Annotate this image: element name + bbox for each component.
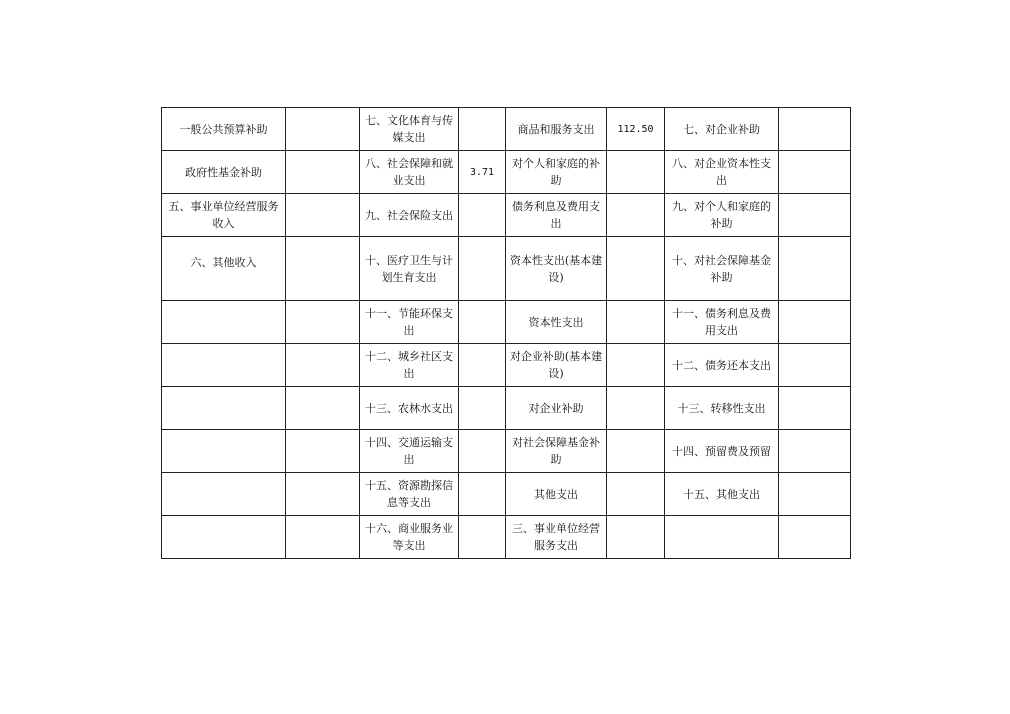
function-category-cell: 七、文化体育与传媒支出 xyxy=(360,108,459,151)
gov-economic-amount-cell xyxy=(779,108,851,151)
function-category-cell: 八、社会保障和就业支出 xyxy=(360,151,459,194)
gov-economic-category-cell: 八、对企业资本性支出 xyxy=(665,151,779,194)
function-category-cell: 十五、资源勘探信息等支出 xyxy=(360,473,459,516)
table-row xyxy=(162,430,851,473)
economic-category-cell: 债务利息及费用支出 xyxy=(506,194,607,237)
function-amount-cell xyxy=(459,344,506,387)
table-row xyxy=(162,301,851,344)
economic-category-cell: 对企业补助(基本建设) xyxy=(506,344,607,387)
income-amount-cell xyxy=(286,344,360,387)
gov-economic-category-cell: 十二、债务还本支出 xyxy=(665,344,779,387)
gov-economic-amount-cell xyxy=(779,473,851,516)
income-amount-cell xyxy=(286,387,360,430)
table-row xyxy=(162,344,851,387)
function-category-cell: 十一、节能环保支出 xyxy=(360,301,459,344)
function-category-cell: 十四、交通运输支出 xyxy=(360,430,459,473)
income-amount-cell xyxy=(286,516,360,559)
income-item-cell: 政府性基金补助 xyxy=(162,151,286,194)
gov-economic-amount-cell xyxy=(779,237,851,301)
income-amount-cell xyxy=(286,108,360,151)
economic-category-cell: 三、事业单位经营服务支出 xyxy=(506,516,607,559)
income-item-cell xyxy=(162,473,286,516)
function-category-cell: 十三、农林水支出 xyxy=(360,387,459,430)
income-item-cell xyxy=(162,516,286,559)
function-amount-cell xyxy=(459,237,506,301)
gov-economic-amount-cell xyxy=(779,430,851,473)
income-item-cell xyxy=(162,344,286,387)
income-amount-cell xyxy=(286,194,360,237)
function-category-cell: 十、医疗卫生与计划生育支出 xyxy=(360,237,459,301)
function-amount-cell xyxy=(459,194,506,237)
function-amount-cell xyxy=(459,108,506,151)
income-amount-cell xyxy=(286,151,360,194)
table-row xyxy=(162,108,851,151)
function-amount-cell xyxy=(459,387,506,430)
gov-economic-category-cell: 九、对个人和家庭的补助 xyxy=(665,194,779,237)
gov-economic-category-cell: 七、对企业补助 xyxy=(665,108,779,151)
economic-category-cell: 商品和服务支出 xyxy=(506,108,607,151)
economic-amount-cell xyxy=(607,237,665,301)
gov-economic-category-cell: 十四、预留费及预留 xyxy=(665,430,779,473)
income-amount-cell xyxy=(286,473,360,516)
economic-category-cell: 资本性支出(基本建设) xyxy=(506,237,607,301)
economic-amount-cell xyxy=(607,387,665,430)
income-item-cell: 一般公共预算补助 xyxy=(162,108,286,151)
economic-amount-cell xyxy=(607,473,665,516)
table-row xyxy=(162,151,851,194)
function-category-cell: 十二、城乡社区支出 xyxy=(360,344,459,387)
function-amount-cell xyxy=(459,516,506,559)
economic-amount-cell: 112.50 xyxy=(607,108,665,151)
economic-amount-cell xyxy=(607,344,665,387)
budget-table xyxy=(161,107,851,559)
gov-economic-amount-cell xyxy=(779,344,851,387)
economic-amount-cell xyxy=(607,430,665,473)
budget-table-body xyxy=(162,108,851,559)
economic-amount-cell xyxy=(607,194,665,237)
gov-economic-amount-cell xyxy=(779,194,851,237)
table-row xyxy=(162,387,851,430)
income-item-cell: 六、其他收入 xyxy=(162,237,286,301)
table-row xyxy=(162,516,851,559)
economic-category-cell: 其他支出 xyxy=(506,473,607,516)
income-amount-cell xyxy=(286,430,360,473)
gov-economic-amount-cell xyxy=(779,516,851,559)
income-item-cell xyxy=(162,301,286,344)
income-item-cell xyxy=(162,387,286,430)
economic-amount-cell xyxy=(607,301,665,344)
function-category-cell: 十六、商业服务业等支出 xyxy=(360,516,459,559)
table-row xyxy=(162,473,851,516)
income-amount-cell xyxy=(286,301,360,344)
income-item-cell: 五、事业单位经营服务收入 xyxy=(162,194,286,237)
table-row xyxy=(162,194,851,237)
gov-economic-amount-cell xyxy=(779,151,851,194)
gov-economic-category-cell: 十一、债务利息及费用支出 xyxy=(665,301,779,344)
economic-amount-cell xyxy=(607,516,665,559)
economic-category-cell: 资本性支出 xyxy=(506,301,607,344)
income-amount-cell xyxy=(286,237,360,301)
gov-economic-category-cell: 十、对社会保障基金补助 xyxy=(665,237,779,301)
income-item-cell xyxy=(162,430,286,473)
economic-category-cell: 对企业补助 xyxy=(506,387,607,430)
economic-amount-cell xyxy=(607,151,665,194)
gov-economic-amount-cell xyxy=(779,301,851,344)
function-amount-cell xyxy=(459,473,506,516)
function-amount-cell xyxy=(459,430,506,473)
gov-economic-category-cell: 十三、转移性支出 xyxy=(665,387,779,430)
gov-economic-amount-cell xyxy=(779,387,851,430)
table-row xyxy=(162,237,851,301)
function-amount-cell xyxy=(459,301,506,344)
function-amount-cell: 3.71 xyxy=(459,151,506,194)
gov-economic-category-cell xyxy=(665,516,779,559)
gov-economic-category-cell: 十五、其他支出 xyxy=(665,473,779,516)
economic-category-cell: 对社会保障基金补助 xyxy=(506,430,607,473)
function-category-cell: 九、社会保险支出 xyxy=(360,194,459,237)
economic-category-cell: 对个人和家庭的补助 xyxy=(506,151,607,194)
